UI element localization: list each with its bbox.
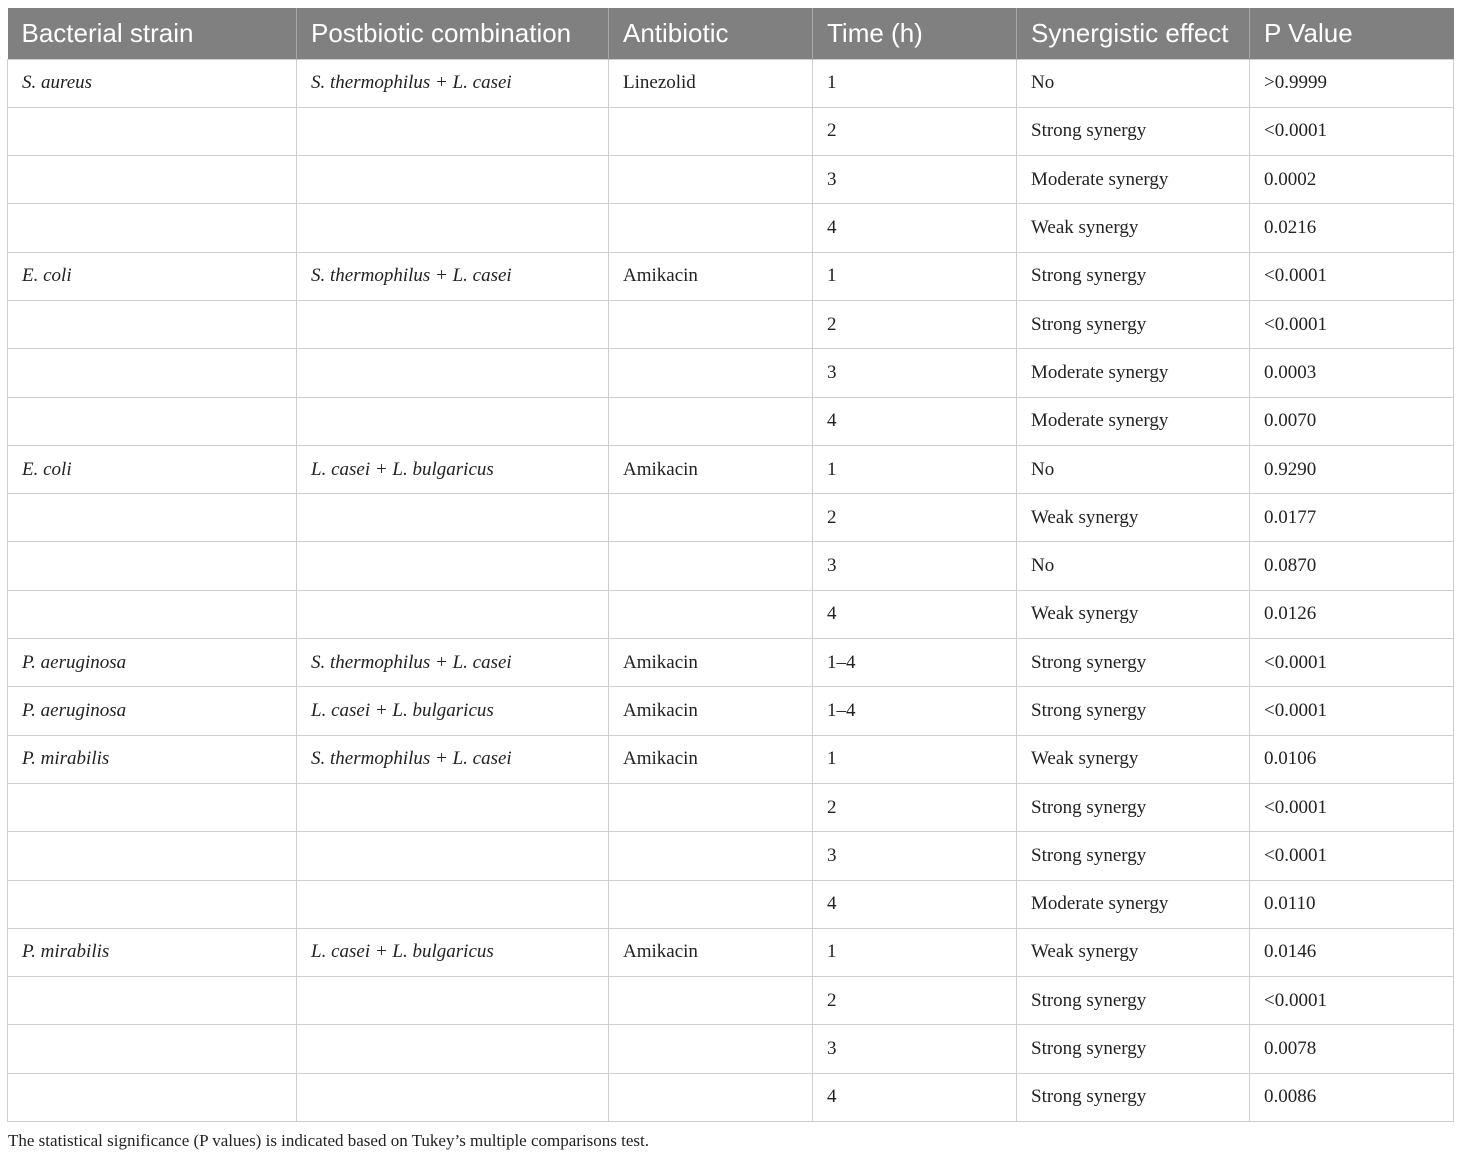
cell-time: 1 — [813, 252, 1017, 300]
cell-postbiotic-combination — [297, 880, 609, 928]
cell-synergistic-effect: Strong synergy — [1017, 300, 1250, 348]
cell-p-value: 0.0003 — [1250, 349, 1454, 397]
cell-synergistic-effect: Weak synergy — [1017, 928, 1250, 976]
cell-postbiotic-combination — [297, 494, 609, 542]
table-row — [8, 639, 1454, 687]
header-bacterial-strain: Bacterial strain — [8, 8, 297, 59]
table-row — [8, 107, 1454, 155]
cell-time: 3 — [813, 832, 1017, 880]
cell-p-value: 0.0216 — [1250, 204, 1454, 252]
header-antibiotic: Antibiotic — [609, 8, 813, 59]
cell-bacterial-strain — [8, 977, 297, 1025]
table-body — [8, 59, 1454, 1122]
cell-time: 3 — [813, 542, 1017, 590]
cell-p-value: 0.0126 — [1250, 590, 1454, 638]
cell-bacterial-strain — [8, 204, 297, 252]
cell-postbiotic-combination — [297, 783, 609, 831]
table-row — [8, 156, 1454, 204]
cell-bacterial-strain — [8, 832, 297, 880]
cell-antibiotic: Amikacin — [609, 252, 813, 300]
table-row — [8, 1073, 1454, 1121]
table-footnote: The statistical significance (P values) is indicated based on Tukey’s multiple comparisons test. — [8, 1131, 650, 1150]
cell-bacterial-strain — [8, 156, 297, 204]
cell-p-value: 0.0078 — [1250, 1025, 1454, 1073]
cell-synergistic-effect: Strong synergy — [1017, 832, 1250, 880]
cell-antibiotic — [609, 590, 813, 638]
cell-antibiotic — [609, 349, 813, 397]
cell-antibiotic: Amikacin — [609, 639, 813, 687]
cell-bacterial-strain: P. mirabilis — [8, 735, 297, 783]
cell-postbiotic-combination — [297, 397, 609, 445]
cell-time: 4 — [813, 880, 1017, 928]
cell-time: 4 — [813, 590, 1017, 638]
cell-p-value: 0.0070 — [1250, 397, 1454, 445]
cell-p-value: <0.0001 — [1250, 107, 1454, 155]
cell-p-value: 0.0110 — [1250, 880, 1454, 928]
cell-synergistic-effect: Strong synergy — [1017, 783, 1250, 831]
cell-time: 2 — [813, 977, 1017, 1025]
cell-bacterial-strain — [8, 107, 297, 155]
table-header — [8, 8, 1454, 59]
table-row — [8, 349, 1454, 397]
cell-antibiotic — [609, 880, 813, 928]
cell-antibiotic — [609, 832, 813, 880]
header-synergistic-effect: Synergistic effect — [1017, 8, 1250, 59]
cell-bacterial-strain — [8, 542, 297, 590]
cell-antibiotic — [609, 977, 813, 1025]
cell-p-value: <0.0001 — [1250, 783, 1454, 831]
cell-postbiotic-combination — [297, 832, 609, 880]
cell-synergistic-effect: Moderate synergy — [1017, 156, 1250, 204]
cell-p-value: 0.0086 — [1250, 1073, 1454, 1121]
cell-time: 3 — [813, 156, 1017, 204]
header-row — [8, 8, 1454, 59]
cell-p-value: 0.0146 — [1250, 928, 1454, 976]
cell-antibiotic — [609, 1025, 813, 1073]
table-row — [8, 445, 1454, 493]
cell-synergistic-effect: Strong synergy — [1017, 252, 1250, 300]
cell-postbiotic-combination: S. thermophilus + L. casei — [297, 252, 609, 300]
table-row — [8, 687, 1454, 735]
cell-synergistic-effect: Strong synergy — [1017, 639, 1250, 687]
header-time: Time (h) — [813, 8, 1017, 59]
cell-time: 1–4 — [813, 687, 1017, 735]
cell-time: 3 — [813, 349, 1017, 397]
cell-synergistic-effect: Weak synergy — [1017, 204, 1250, 252]
table-row — [8, 832, 1454, 880]
cell-synergistic-effect: Strong synergy — [1017, 107, 1250, 155]
cell-postbiotic-combination — [297, 1073, 609, 1121]
cell-bacterial-strain: P. aeruginosa — [8, 687, 297, 735]
cell-antibiotic — [609, 156, 813, 204]
cell-p-value: <0.0001 — [1250, 977, 1454, 1025]
cell-synergistic-effect: Moderate synergy — [1017, 349, 1250, 397]
cell-synergistic-effect: Weak synergy — [1017, 590, 1250, 638]
cell-p-value: 0.0106 — [1250, 735, 1454, 783]
cell-postbiotic-combination — [297, 590, 609, 638]
cell-time: 4 — [813, 1073, 1017, 1121]
cell-p-value: <0.0001 — [1250, 300, 1454, 348]
cell-synergistic-effect: Moderate synergy — [1017, 397, 1250, 445]
cell-postbiotic-combination: L. casei + L. bulgaricus — [297, 928, 609, 976]
cell-time: 2 — [813, 300, 1017, 348]
cell-synergistic-effect: Strong synergy — [1017, 1025, 1250, 1073]
cell-time: 1 — [813, 59, 1017, 107]
cell-bacterial-strain — [8, 590, 297, 638]
cell-synergistic-effect: Strong synergy — [1017, 1073, 1250, 1121]
cell-time: 2 — [813, 783, 1017, 831]
table-row — [8, 204, 1454, 252]
table-row — [8, 59, 1454, 107]
cell-synergistic-effect: Strong synergy — [1017, 977, 1250, 1025]
cell-postbiotic-combination: S. thermophilus + L. casei — [297, 639, 609, 687]
cell-bacterial-strain — [8, 349, 297, 397]
table-row — [8, 928, 1454, 976]
cell-bacterial-strain — [8, 880, 297, 928]
cell-time: 4 — [813, 204, 1017, 252]
cell-time: 2 — [813, 107, 1017, 155]
table-row — [8, 977, 1454, 1025]
table-row — [8, 783, 1454, 831]
cell-antibiotic — [609, 542, 813, 590]
cell-synergistic-effect: No — [1017, 445, 1250, 493]
cell-synergistic-effect: No — [1017, 542, 1250, 590]
cell-p-value: <0.0001 — [1250, 832, 1454, 880]
table-row — [8, 880, 1454, 928]
cell-postbiotic-combination: L. casei + L. bulgaricus — [297, 445, 609, 493]
cell-antibiotic — [609, 300, 813, 348]
cell-antibiotic — [609, 783, 813, 831]
cell-synergistic-effect: Weak synergy — [1017, 494, 1250, 542]
cell-p-value: 0.9290 — [1250, 445, 1454, 493]
cell-antibiotic: Amikacin — [609, 445, 813, 493]
cell-bacterial-strain — [8, 397, 297, 445]
table-row — [8, 300, 1454, 348]
cell-bacterial-strain — [8, 300, 297, 348]
cell-p-value: 0.0870 — [1250, 542, 1454, 590]
cell-antibiotic — [609, 204, 813, 252]
cell-time: 1 — [813, 735, 1017, 783]
cell-antibiotic: Amikacin — [609, 687, 813, 735]
table-row — [8, 1025, 1454, 1073]
cell-antibiotic: Linezolid — [609, 59, 813, 107]
synergy-results-table — [7, 8, 1454, 1122]
table-row — [8, 252, 1454, 300]
cell-synergistic-effect: Weak synergy — [1017, 735, 1250, 783]
cell-postbiotic-combination — [297, 156, 609, 204]
cell-bacterial-strain: P. mirabilis — [8, 928, 297, 976]
cell-time: 1 — [813, 445, 1017, 493]
cell-postbiotic-combination — [297, 349, 609, 397]
cell-time: 2 — [813, 494, 1017, 542]
cell-bacterial-strain — [8, 494, 297, 542]
cell-bacterial-strain: P. aeruginosa — [8, 639, 297, 687]
cell-postbiotic-combination: L. casei + L. bulgaricus — [297, 687, 609, 735]
cell-time: 3 — [813, 1025, 1017, 1073]
cell-bacterial-strain — [8, 1025, 297, 1073]
cell-antibiotic — [609, 107, 813, 155]
cell-p-value: 0.0002 — [1250, 156, 1454, 204]
cell-p-value: <0.0001 — [1250, 252, 1454, 300]
cell-antibiotic — [609, 397, 813, 445]
cell-postbiotic-combination — [297, 107, 609, 155]
cell-postbiotic-combination — [297, 977, 609, 1025]
cell-bacterial-strain: E. coli — [8, 252, 297, 300]
cell-postbiotic-combination: S. thermophilus + L. casei — [297, 735, 609, 783]
cell-antibiotic: Amikacin — [609, 928, 813, 976]
cell-synergistic-effect: Strong synergy — [1017, 687, 1250, 735]
cell-p-value: >0.9999 — [1250, 59, 1454, 107]
cell-bacterial-strain — [8, 783, 297, 831]
table-row — [8, 590, 1454, 638]
cell-bacterial-strain: S. aureus — [8, 59, 297, 107]
header-postbiotic-combination: Postbiotic combination — [297, 8, 609, 59]
cell-antibiotic — [609, 494, 813, 542]
cell-time: 1 — [813, 928, 1017, 976]
cell-time: 4 — [813, 397, 1017, 445]
table-row — [8, 542, 1454, 590]
cell-synergistic-effect: Moderate synergy — [1017, 880, 1250, 928]
cell-postbiotic-combination — [297, 300, 609, 348]
cell-p-value: 0.0177 — [1250, 494, 1454, 542]
cell-bacterial-strain — [8, 1073, 297, 1121]
header-p-value: P Value — [1264, 17, 1353, 48]
table-row — [8, 397, 1454, 445]
results-table-container — [7, 8, 1453, 1122]
cell-p-value: <0.0001 — [1250, 639, 1454, 687]
table-row — [8, 735, 1454, 783]
cell-postbiotic-combination — [297, 542, 609, 590]
table-row — [8, 494, 1454, 542]
cell-time: 1–4 — [813, 639, 1017, 687]
cell-antibiotic — [609, 1073, 813, 1121]
cell-antibiotic: Amikacin — [609, 735, 813, 783]
cell-postbiotic-combination — [297, 1025, 609, 1073]
cell-postbiotic-combination: S. thermophilus + L. casei — [297, 59, 609, 107]
cell-postbiotic-combination — [297, 204, 609, 252]
cell-bacterial-strain: E. coli — [8, 445, 297, 493]
cell-p-value: <0.0001 — [1250, 687, 1454, 735]
cell-synergistic-effect: No — [1017, 59, 1250, 107]
